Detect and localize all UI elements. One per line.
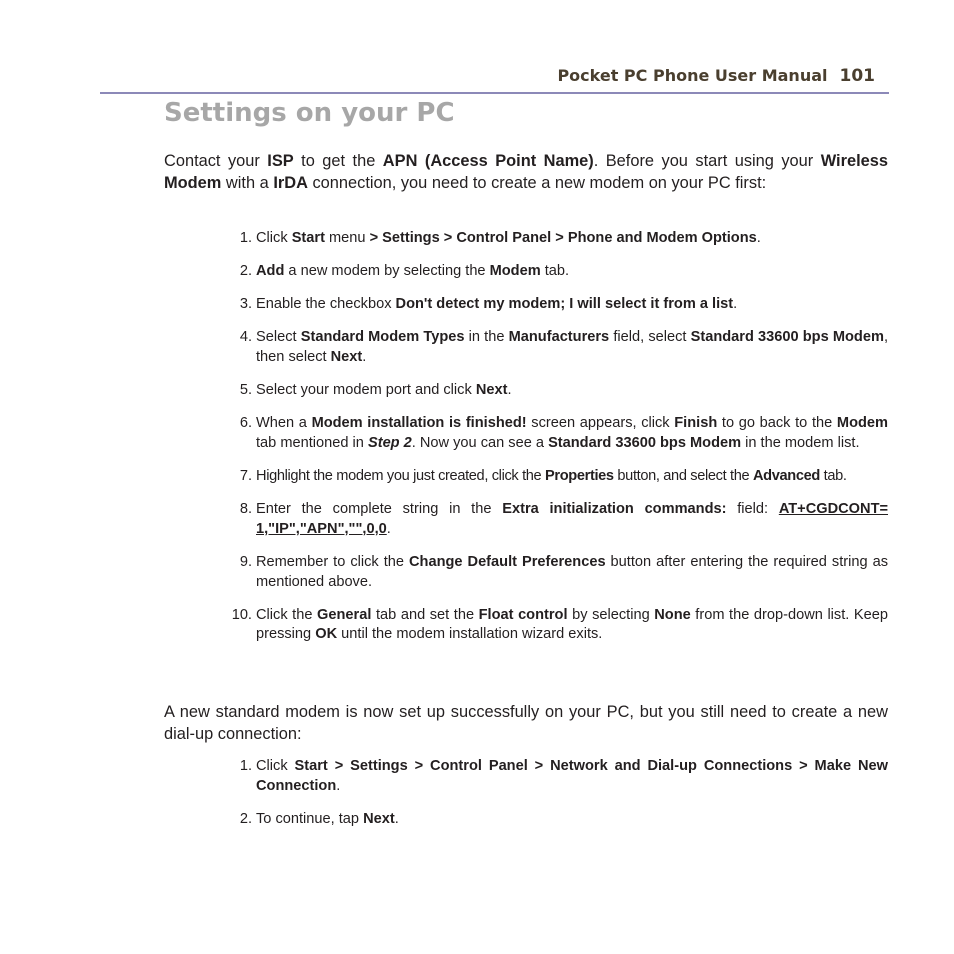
list-item: 2. Add a new modem by selecting the Modem tab. [239, 263, 570, 280]
dialup-steps [164, 757, 888, 843]
list-item: 3. Enable the checkbox Don't detect my modem; I will select it from a list. [239, 296, 738, 313]
list-item: 1. Click Start menu > Settings > Control Panel > Phone and Modem Options. [239, 230, 761, 246]
list-item: 10. Click the General tab and set the Float control by selecting None from the drop-down list. Keep pressing OK until the modem installation wizard exits. [231, 606, 888, 643]
manual-title: Pocket PC Phone User Manual [557, 66, 828, 85]
list-item: 9. Remember to click the Change Default Preferences button after entering the required string as mentioned above. [239, 553, 889, 590]
list-item: 6. When a Modem installation is finished! screen appears, click Finish to go back to the Modem tab mentioned in Step 2. Now you can see a Standard 33600 bps Modem in the modem list. [239, 415, 888, 451]
intro-paragraph: Contact your ISP to get the APN (Access Point Name). Before you start using your Wireless Modem with a IrDA connection, you need to create a new modem on your PC first: [164, 152, 888, 192]
dialup-paragraph: A new standard modem is now set up successfully on your PC, but you still need to create a new dial-up connection: [164, 703, 888, 743]
list-item: 1. Click Start > Settings > Control Panel > Network and Dial-up Connections > Make New Connection. [239, 758, 888, 794]
page-number: 101 [839, 66, 875, 86]
list-item: 4. Select Standard Modem Types in the Manufacturers field, select Standard 33600 bps Modem, then select Next. [239, 329, 889, 365]
page-header [100, 62, 889, 94]
list-item: 5. Select your modem port and click Next. [239, 382, 512, 399]
page-title: Settings on your PC [164, 98, 455, 128]
modem-setup-steps [164, 229, 888, 658]
header-text [557, 66, 875, 86]
list-item: 2. To continue, tap Next. [239, 810, 399, 827]
list-item: 8. Enter the complete string in the Extra initialization commands: field: AT+CGDCONT= 1,"IP","APN","",0,0. [239, 501, 889, 537]
list-item: 7. Highlight the modem you just created, click the Properties button, and select the Advanced tab. [239, 467, 847, 484]
